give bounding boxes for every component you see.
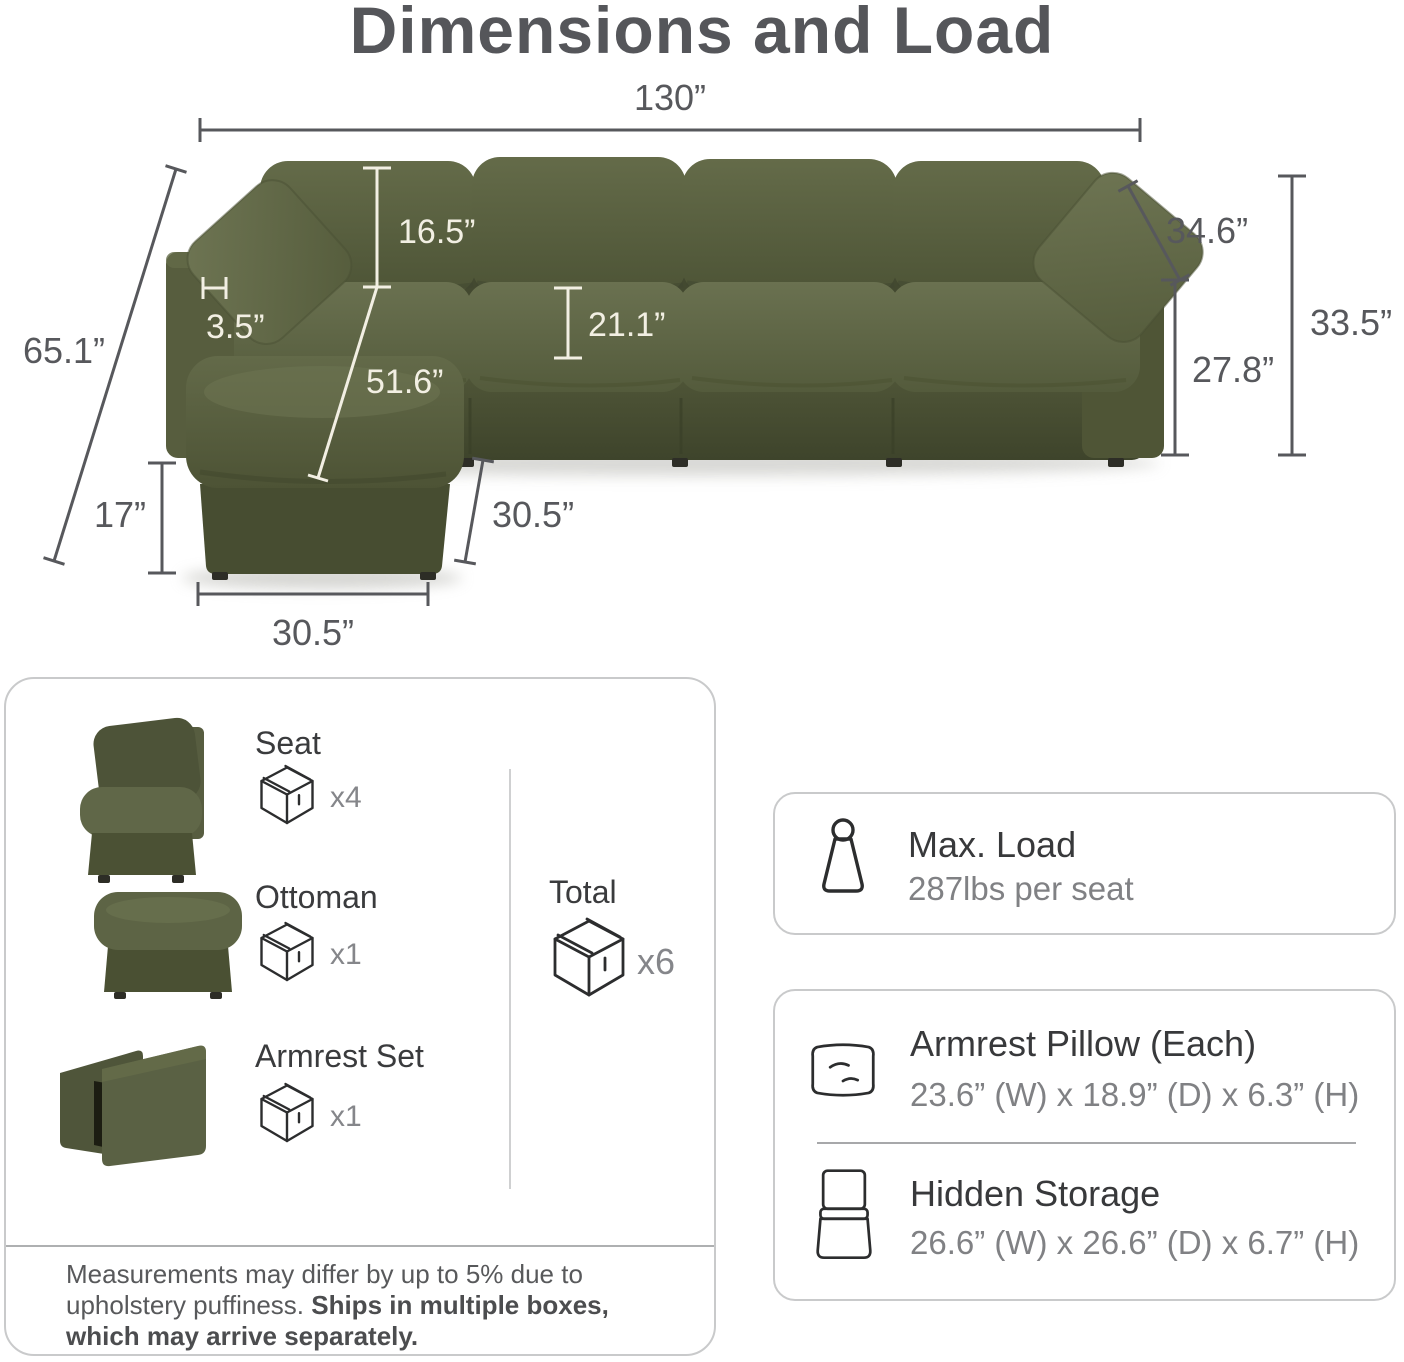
packing-item-armrest-label: Armrest Set <box>255 1038 424 1074</box>
back-cushion <box>682 159 897 295</box>
packing-item-seat-count: x4 <box>330 781 362 814</box>
packing-divider-vertical <box>509 769 511 1189</box>
seat-cushion <box>678 282 900 392</box>
packing-item-ottoman-count: x1 <box>330 938 362 971</box>
packing-note-divider <box>6 1245 714 1247</box>
armrest-pillow-value: 23.6” (W) x 18.9” (D) x 6.3” (H) <box>910 1076 1360 1113</box>
box-icon <box>257 920 317 986</box>
packing-item-seat-label: Seat <box>255 725 321 761</box>
max-load-value: 287lbs per seat <box>908 870 1134 907</box>
dim-ottoman-width-label: 30.5” <box>271 612 355 653</box>
dim-overall-height <box>1278 176 1392 455</box>
hidden-storage-value: 26.6” (W) x 26.6” (D) x 6.7” (H) <box>910 1224 1360 1261</box>
dim-armrest-height <box>1161 280 1274 455</box>
max-load-panel <box>773 792 1396 935</box>
seat-module-image <box>68 707 248 895</box>
dim-overall-height-label: 33.5” <box>1310 302 1393 343</box>
box-icon <box>257 1081 317 1147</box>
packing-item-armrest-count: x1 <box>330 1100 362 1133</box>
dim-ottoman-depth-label: 30.5” <box>492 494 575 535</box>
packing-item-ottoman-label: Ottoman <box>255 879 378 915</box>
packing-total-label: Total <box>549 874 617 910</box>
dim-chaise-length-label: 51.6” <box>366 363 444 401</box>
dim-overall-depth-label: 65.1” <box>22 330 106 371</box>
dim-back-cushion-height-label: 16.5” <box>398 213 476 251</box>
dim-seat-depth-label: 21.1” <box>588 306 666 344</box>
armrest-set-image <box>48 1027 223 1179</box>
dim-ottoman-width <box>198 582 428 653</box>
packing-panel <box>4 677 716 1356</box>
dim-ottoman-height <box>94 463 176 573</box>
dim-ottoman-height-label: 17” <box>93 494 146 535</box>
total-box-icon <box>549 917 629 1001</box>
hidden-storage-title: Hidden Storage <box>910 1173 1161 1214</box>
max-load-title: Max. Load <box>908 824 1077 865</box>
back-cushion <box>472 157 686 295</box>
dim-armrest-height-label: 27.8” <box>1192 349 1275 390</box>
back-cushions <box>260 157 1105 295</box>
dim-total-width <box>200 77 1140 142</box>
sofa-illustration <box>166 157 1213 580</box>
dim-total-width-label: 130” <box>633 77 707 118</box>
shipping-note-bold: Ships in multiple boxes, which may arrive separately. <box>66 1290 609 1351</box>
shipping-note <box>66 1259 651 1352</box>
sofa-dimension-diagram <box>0 75 1404 660</box>
page-title: Dimensions and Load <box>349 0 1055 67</box>
pillow-icon <box>810 1041 876 1099</box>
weight-icon <box>811 818 875 900</box>
box-icon <box>257 763 317 829</box>
dim-armrest-top-width-label: 3.5” <box>206 308 265 346</box>
shipping-note-regular: Measurements may differ by up to 5% due to upholstery puffiness. <box>66 1259 583 1320</box>
packing-total-count: x6 <box>637 941 676 982</box>
component-specs-panel <box>773 989 1396 1301</box>
hidden-storage-icon <box>815 1167 873 1265</box>
specs-divider <box>817 1142 1356 1144</box>
armrest-pillow-title: Armrest Pillow (Each) <box>910 1023 1257 1064</box>
dim-armrest-pillow-diagonal-label: 34.6” <box>1166 210 1249 251</box>
ottoman-module-image <box>88 884 248 1006</box>
